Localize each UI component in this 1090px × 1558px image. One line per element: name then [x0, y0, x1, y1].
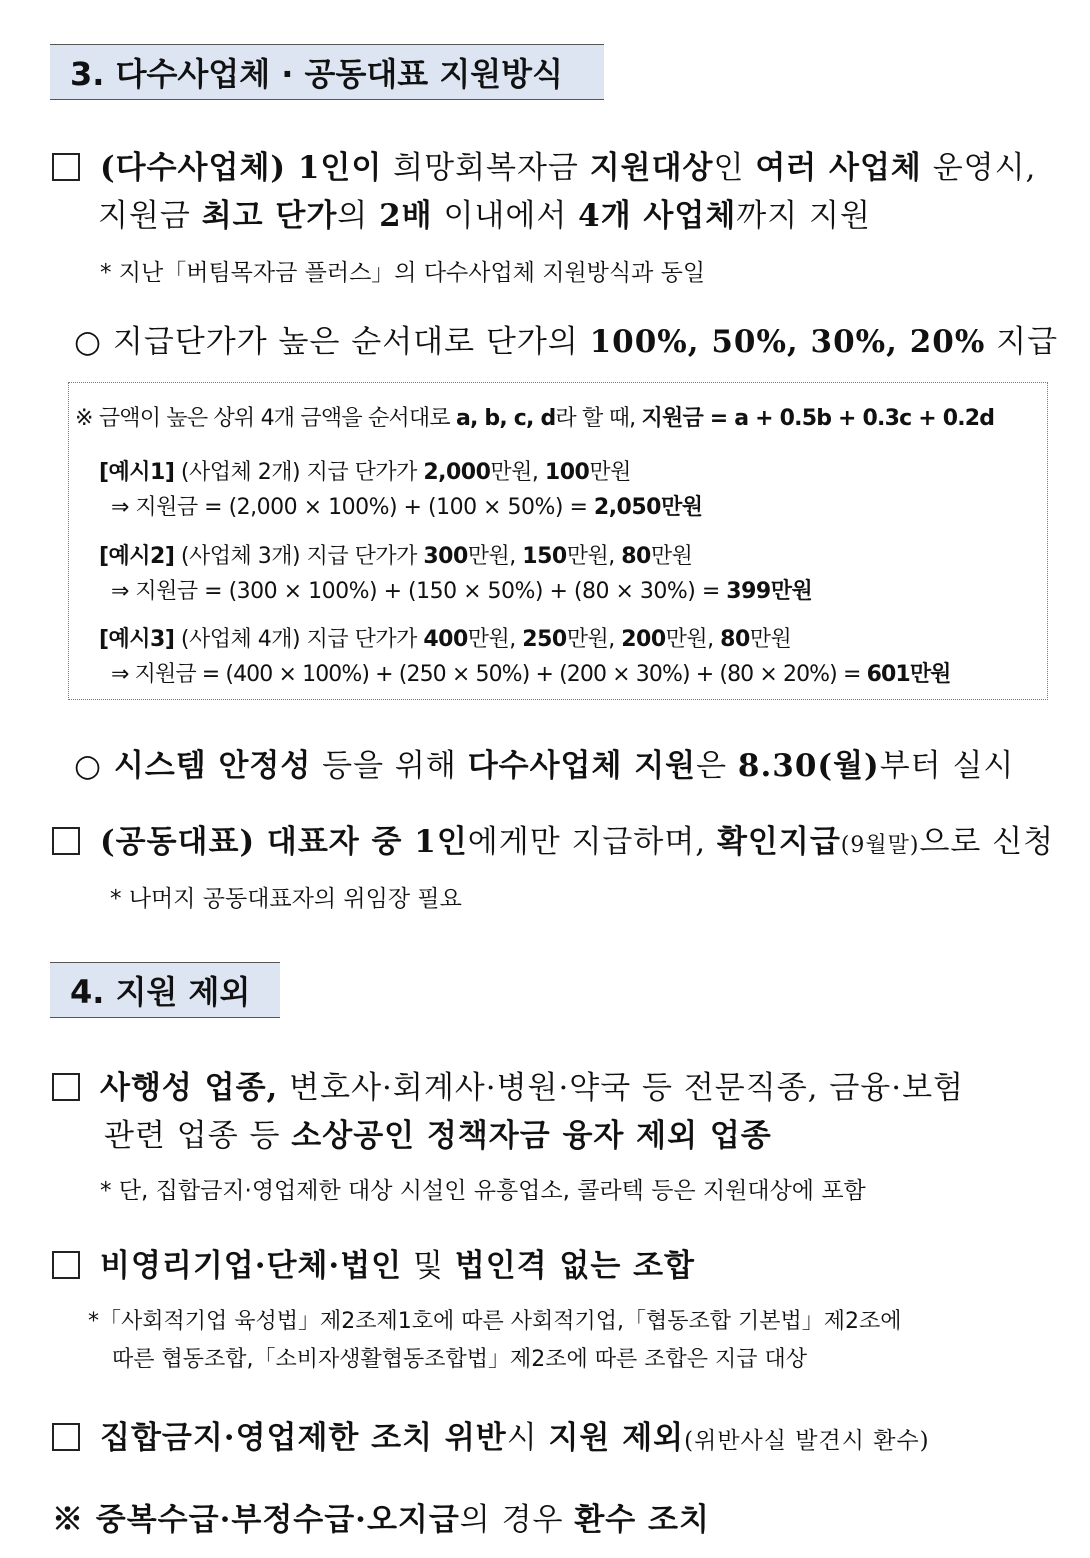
multi-business-line-2: 지원금 최고 단가의 2배 이내에서 4개 사업체까지 지원 — [98, 198, 871, 234]
example-2-calc: ⇒ 지원금 = (300 × 100%) + (150 × 50%) + (80 × 30%) = 399만원 — [111, 579, 813, 604]
example-3-desc: [예시3] (사업체 4개) 지급 단가가 400만원, 250만원, 200만원, 80만원 — [99, 627, 792, 652]
excluded-industries-line-1: 사행성 업종, 변호사·회계사·병원·약국 등 전문직종, 금융·보험 — [52, 1062, 964, 1107]
joint-representative-line: (공동대표) 대표자 중 1인에게만 지급하며, 확인지급(9월말)으로 신청 — [52, 816, 1054, 861]
excluded-industries-note: * 단, 집합금지·영업제한 대상 시설인 유흥업소, 콜라텍 등은 지원대상에 포함 — [100, 1178, 866, 1204]
checkbox-square-icon — [52, 1073, 80, 1101]
formula-line: ※ 금액이 높은 상위 4개 금액을 순서대로 a, b, c, d라 할 때, 지원금 = a + 0.5b + 0.3c + 0.2d — [75, 406, 995, 431]
excluded-industries-line-2: 관련 업종 등 소상공인 정책자금 융자 제외 업종 — [104, 1118, 772, 1154]
system-stability-line: ○ 시스템 안정성 등을 위해 다수사업체 지원은 8.30(월)부터 실시 — [74, 748, 1015, 784]
violation-exclusion-line: 집합금지·영업제한 조치 위반시 지원 제외(위반사실 발견시 환수) — [52, 1412, 930, 1457]
multi-business-note: * 지난「버팀목자금 플러스」의 다수사업체 지원방식과 동일 — [100, 260, 706, 286]
section-4-header — [50, 962, 280, 1018]
example-3-calc: ⇒ 지원금 = (400 × 100%) + (250 × 50%) + (200 × 30%) + (80 × 20%) = 601만원 — [111, 662, 951, 687]
checkbox-square-icon — [52, 1251, 80, 1279]
recovery-line: ※ 중복수급·부정수급·오지급의 경우 환수 조치 — [52, 1502, 710, 1538]
nonprofit-line: 비영리기업·단체·법인 및 법인격 없는 조합 — [52, 1240, 695, 1285]
multi-business-line-1: (다수사업체) 1인이 희망회복자금 지원대상인 여러 사업체 운영시, — [52, 142, 1036, 187]
example-1-calc: ⇒ 지원금 = (2,000 × 100%) + (100 × 50%) = 2,050만원 — [111, 495, 703, 520]
checkbox-square-icon — [52, 827, 80, 855]
joint-representative-note: * 나머지 공동대표자의 위임장 필요 — [110, 886, 462, 912]
section-4-title: 4. 지원 제외 — [70, 973, 251, 1011]
nonprofit-note-1: *「사회적기업 육성법」제2조제1호에 따른 사회적기업,「협동조합 기본법」제2조에 — [88, 1309, 902, 1334]
example-box — [68, 382, 1048, 700]
checkbox-square-icon — [52, 1423, 80, 1451]
nonprofit-note-2: 따른 협동조합,「소비자생활협동조합법」제2조에 따른 조합은 지급 대상 — [112, 1347, 808, 1372]
example-2-desc: [예시2] (사업체 3개) 지급 단가가 300만원, 150만원, 80만원 — [99, 544, 693, 569]
section-3-title: 3. 다수사업체 · 공동대표 지원방식 — [70, 55, 563, 93]
section-3-header — [50, 44, 604, 100]
payment-rate-line: ○ 지급단가가 높은 순서대로 단가의 100%, 50%, 30%, 20% 지급 — [74, 324, 1059, 360]
checkbox-square-icon — [52, 153, 80, 181]
example-1-desc: [예시1] (사업체 2개) 지급 단가가 2,000만원, 100만원 — [99, 460, 631, 485]
